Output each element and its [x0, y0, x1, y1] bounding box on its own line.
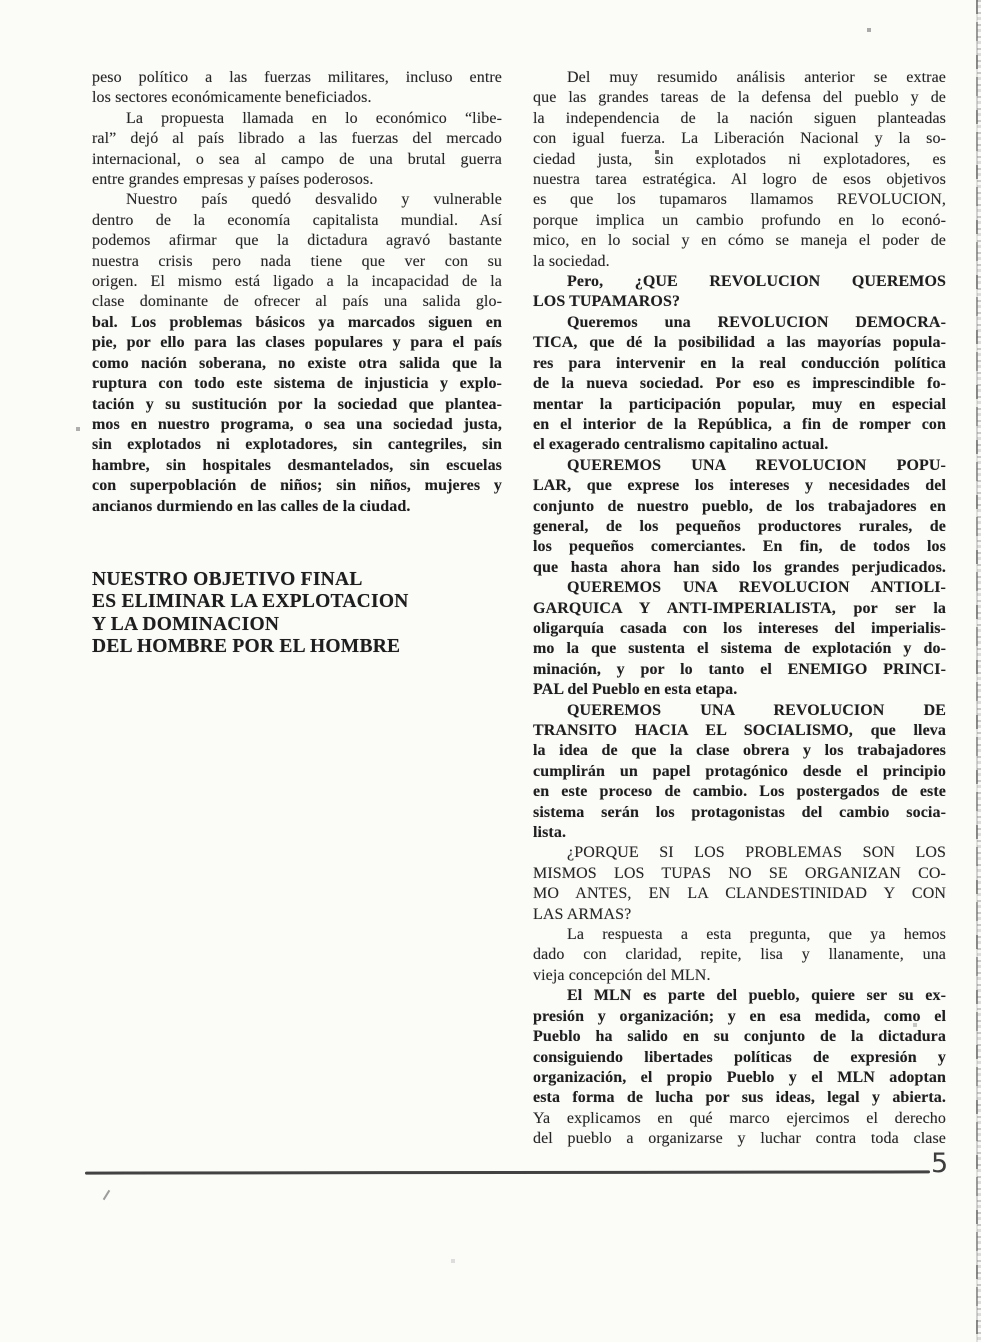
text-line: clase dominante de ofrecer al país una salida glo- — [92, 293, 502, 311]
text-line: cumplirán un papel protagónico desde el principio — [533, 762, 946, 780]
text-line: LAR, que exprese los intereses y necesidades del — [533, 477, 946, 495]
text-line: en este proceso de cambio. Los postergados de este — [533, 783, 946, 801]
heading-line: Y LA DOMINACION — [92, 613, 280, 635]
text-line: LAS ARMAS? — [533, 905, 632, 923]
text-line: bal. Los problemas básicos ya marcados siguen en — [92, 313, 502, 331]
text-line: en el interior de la República, a fin de romper con — [533, 415, 946, 433]
footer-rule — [85, 1170, 930, 1174]
text-line: ciedad justa, sin explotados ni explotadores, es — [533, 150, 946, 168]
text-line: Queremos una REVOLUCION DEMOCRA- — [567, 313, 946, 331]
right-text-column — [533, 68, 946, 1150]
text-line: entre grandes empresas y países poderosos. — [92, 171, 374, 189]
text-line: dentro de la economía capitalista mundial. Así — [92, 211, 502, 229]
text-line: ruptura con todo este sistema de injusticia y explo- — [92, 375, 502, 393]
text-line: Pero, ¿QUE REVOLUCION QUEREMOS — [567, 273, 946, 291]
text-line: nuestra crisis pero nada tiene que ver con su — [92, 252, 502, 270]
text-line: QUEREMOS UNA REVOLUCION ANTIOLI- — [567, 579, 946, 597]
text-line: QUEREMOS UNA REVOLUCION POPU- — [567, 456, 946, 474]
text-line: mentar la participación popular, muy en especial — [533, 395, 946, 413]
section-heading — [92, 569, 502, 659]
text-line: general, de los pequeños productores rurales, de — [533, 517, 946, 535]
text-line: El MLN es parte del pueblo, quiere ser su ex- — [567, 987, 946, 1005]
text-line: TICA, que dé la posibilidad a las mayorías popula- — [533, 334, 946, 352]
text-line: internacional, o sea al campo de una brutal guerra — [92, 150, 502, 168]
text-line: con superpoblación de niños; sin niños, mujeres y — [92, 477, 502, 495]
text-line: que las grandes tareas de la defensa del pueblo y de — [533, 89, 946, 107]
text-line: PAL del Pueblo en esta etapa. — [533, 681, 738, 699]
text-line: esta forma de lucha por sus ideas, legal y abierta. — [533, 1089, 946, 1107]
text-line: peso político a las fuerzas militares, incluso entre — [92, 69, 502, 86]
text-line: Ya explicamos en qué marco ejercimos el derecho — [533, 1109, 946, 1127]
text-line: porque implica un cambio profundo en lo econó- — [533, 211, 946, 229]
text-line: lista. — [533, 824, 567, 842]
text-line: mo la que sustenta el sistema de explotación y do- — [533, 640, 946, 658]
text-line: nuestra tarea estratégica. Al logro de esos objetivos — [533, 171, 946, 189]
left-text-column — [92, 68, 502, 659]
text-line: organización, el propio Pueblo y el MLN adoptan — [533, 1068, 946, 1086]
text-line: con igual fuerza. La Liberación Nacional y la so- — [533, 130, 946, 148]
text-line: QUEREMOS UNA REVOLUCION DE — [567, 701, 946, 719]
heading-line: NUESTRO OBJETIVO FINAL — [92, 568, 363, 590]
text-line: dado con claridad, repite, lisa y llanamente, una — [533, 946, 946, 964]
text-line: hambre, sin hospitales desmantelados, sin escuelas — [92, 456, 502, 474]
text-line: la idea de que la clase obrera y los trabajadores — [533, 742, 946, 760]
text-line: ¿PORQUE SI LOS PROBLEMAS SON LOS — [567, 844, 946, 862]
text-line: los pequeños comerciantes. En fin, de todos los — [533, 538, 946, 556]
text-line: origen. El mismo está ligado a la incapacidad de la — [92, 273, 502, 291]
text-line: de la nueva sociedad. Por eso es imprescindible fo- — [533, 375, 946, 393]
text-line: como nación soberana, no existe otra salida que la — [92, 354, 502, 372]
text-line: pie, por ello para las clases populares y para el país — [92, 334, 502, 352]
text-line: podemos afirmar que la dictadura agravó bastante — [92, 232, 502, 250]
text-line: Pueblo ha salido en su conjunto de la dictadura — [533, 1028, 946, 1046]
text-line: es que los tupamaros llamamos REVOLUCION, — [533, 191, 946, 209]
text-line: sin explotados ni explotadores, sin cantegriles, sin — [92, 436, 502, 454]
page-number: 5 — [931, 1148, 949, 1179]
text-line: mos en nuestro programa, o sea una sociedad justa, — [92, 415, 502, 433]
text-line: vieja concepción del MLN. — [533, 966, 711, 984]
scan-slash-mark — [103, 1190, 111, 1200]
text-line: La respuesta a esta pregunta, que ya hemos — [567, 926, 946, 944]
text-line: LOS TUPAMAROS? — [533, 293, 681, 311]
scan-specks — [0, 0, 2, 2]
text-line: res para intervenir en la real conducción política — [533, 354, 946, 372]
text-line: el exagerado centralismo capitalino actual. — [533, 436, 829, 454]
text-line: TRANSITO HACIA EL SOCIALISMO, que lleva — [533, 722, 946, 739]
text-line: la independencia de la nación siguen planteadas — [533, 109, 946, 127]
text-line: MISMOS LOS TUPAS NO SE ORGANIZAN CO- — [533, 864, 946, 882]
text-line: ancianos durmiendo en las calles de la ciudad. — [92, 497, 411, 515]
text-line: tación y su sustitución por la sociedad que plantea- — [92, 395, 502, 413]
text-line: MO ANTES, EN LA CLANDESTINIDAD Y CON — [533, 885, 946, 903]
text-line: oligarquía casada con los intereses del imperialis- — [533, 619, 946, 637]
text-line: del pueblo a organizarse y luchar contra toda clase — [533, 1130, 946, 1148]
text-line: que hasta ahora han sido los grandes perjudicados. — [533, 558, 946, 576]
text-line: La propuesta llamada en lo económico “libe- — [126, 109, 502, 127]
heading-line: DEL HOMBRE POR EL HOMBRE — [92, 636, 401, 658]
text-line: GARQUICA Y ANTI-IMPERIALISTA, por ser la — [533, 599, 946, 617]
text-line: minación, y por lo tanto el ENEMIGO PRINCI- — [533, 660, 946, 678]
text-line: conjunto de nuestro pueblo, de los trabajadores en — [533, 497, 946, 515]
text-line: la sociedad. — [533, 252, 610, 270]
text-line: Nuestro país quedó desvalido y vulnerable — [126, 191, 502, 209]
scan-edge-noise — [977, 0, 981, 1342]
text-line: ral” dejó al país librado a las fuerzas del mercado — [92, 130, 502, 148]
text-line: los sectores económicamente beneficiados. — [92, 89, 372, 107]
heading-line: ES ELIMINAR LA EXPLOTACION — [92, 591, 409, 613]
text-line: mico, en lo social y en cómo se maneja el poder de — [533, 232, 946, 250]
text-line: consiguiendo libertades políticas de expresión y — [533, 1048, 946, 1066]
text-line: presión y organización; y en esa medida, como el — [533, 1007, 946, 1025]
text-line: Del muy resumido análisis anterior se extrae — [567, 69, 946, 86]
text-line: sistema serán los protagonistas del cambio socia- — [533, 803, 946, 821]
